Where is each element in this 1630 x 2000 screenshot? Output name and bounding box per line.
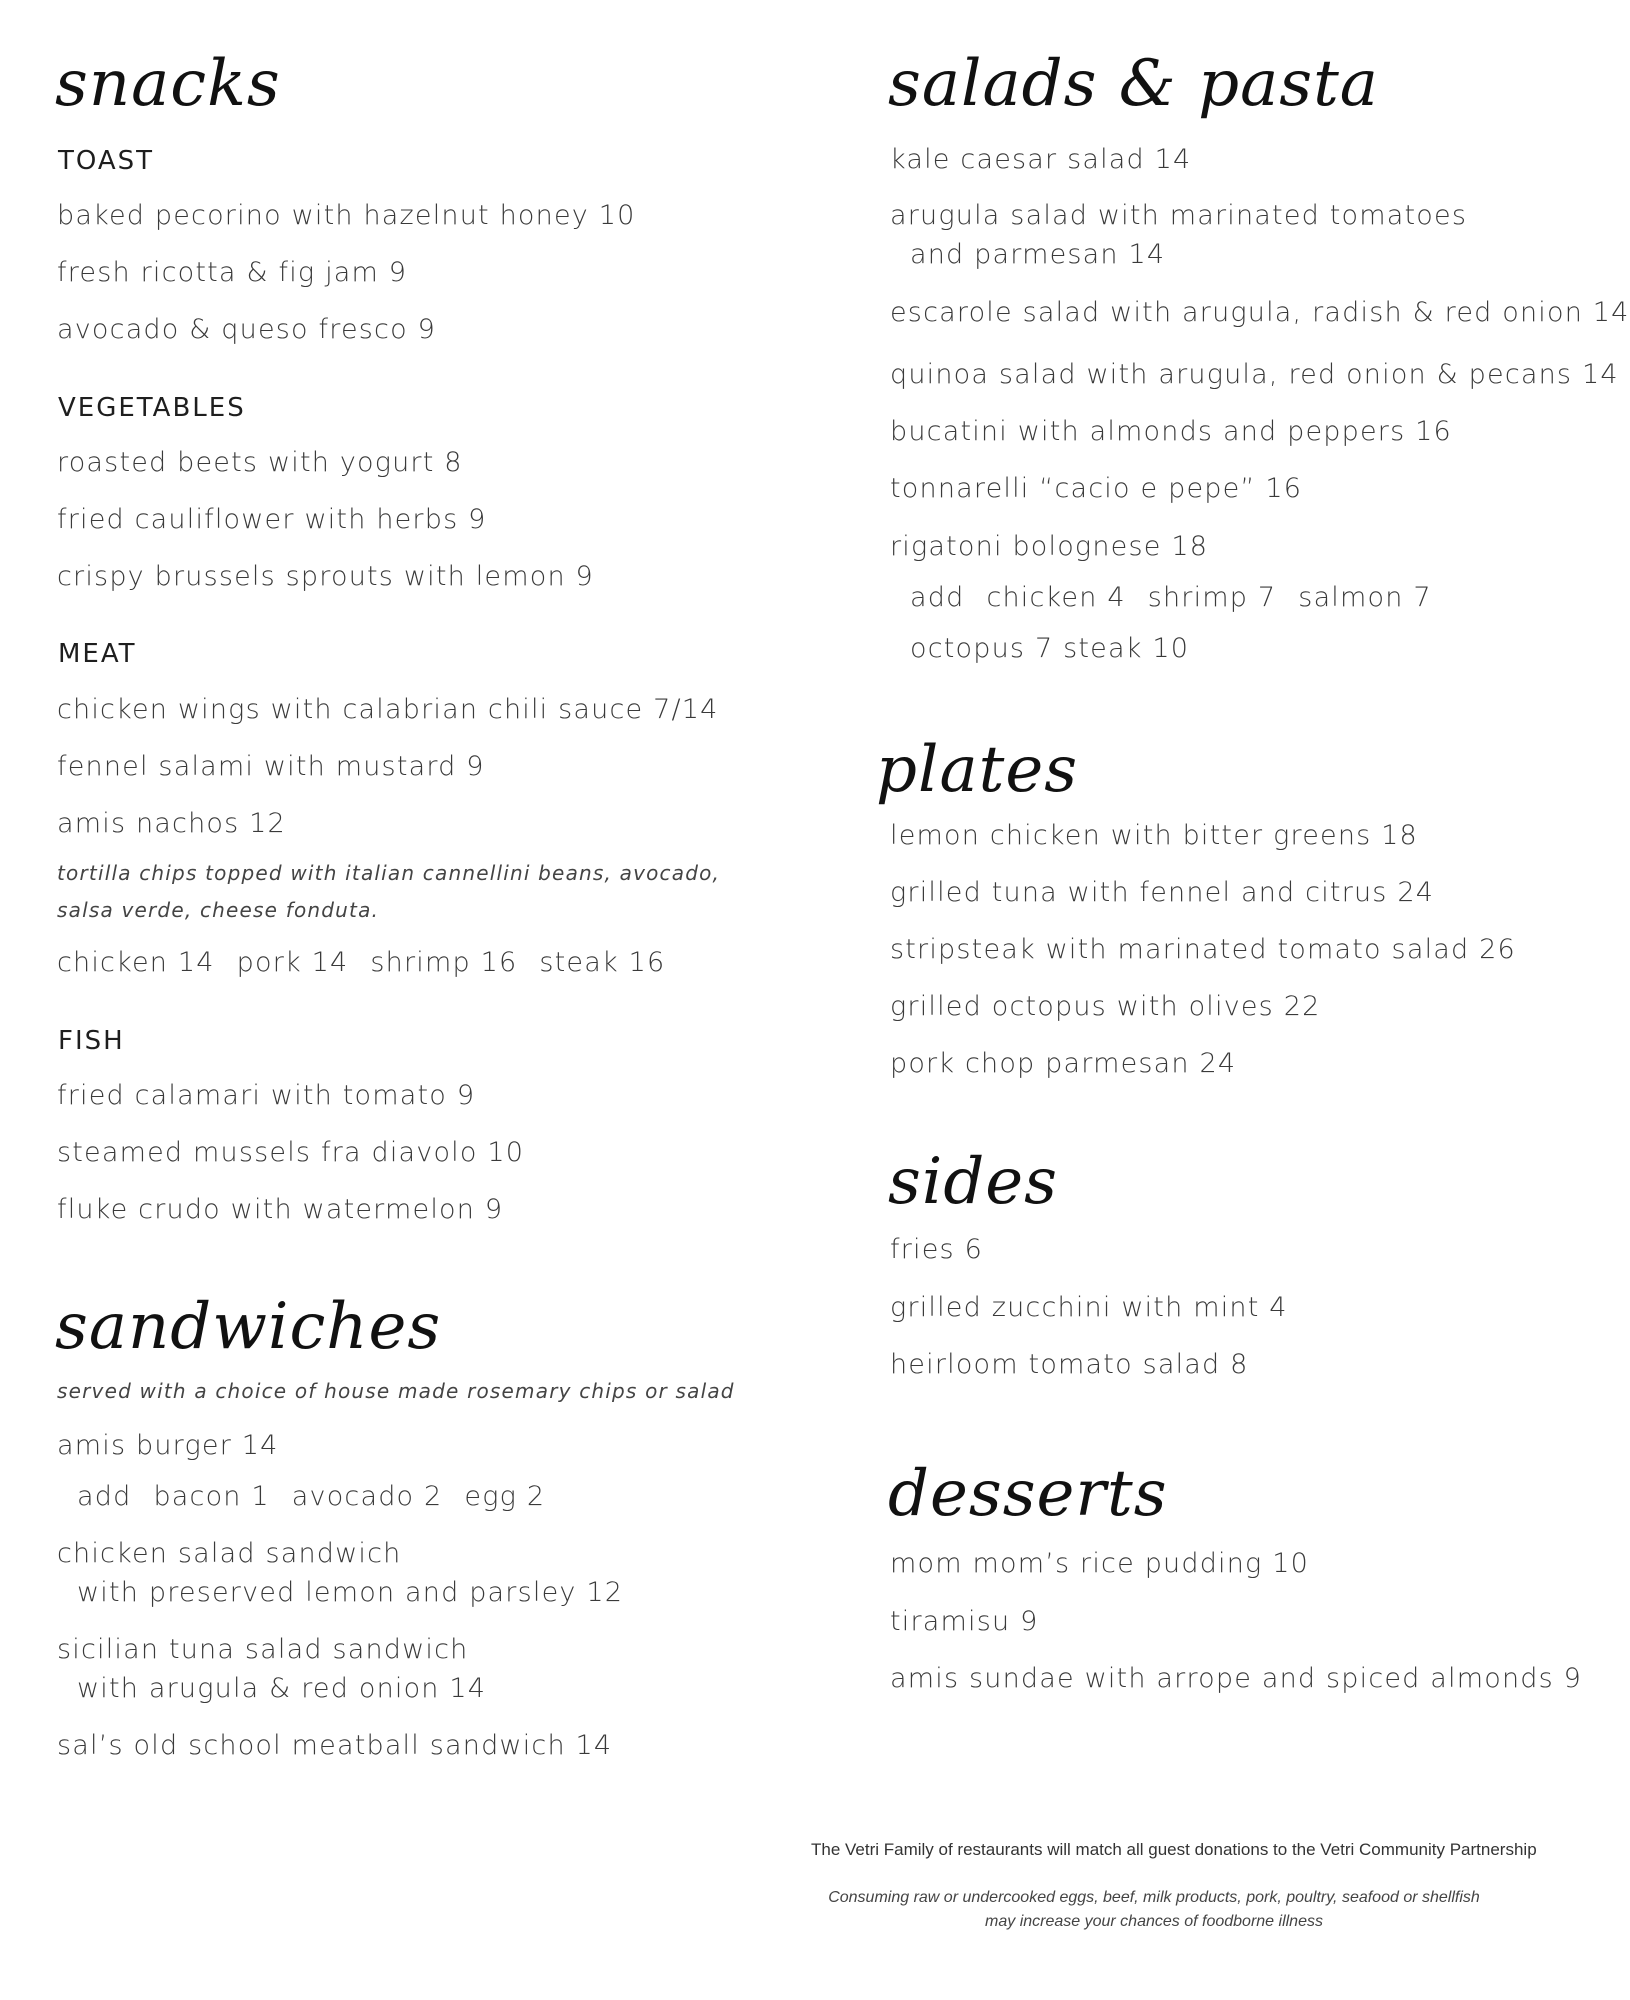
menu-item: heirloom tomato salad 8 bbox=[890, 1349, 1249, 1380]
addon: salmon 7 bbox=[1298, 582, 1432, 613]
addon-label: add bbox=[77, 1481, 132, 1512]
addon: egg 2 bbox=[464, 1481, 546, 1512]
menu-item-continued: and parmesan 14 bbox=[910, 239, 1166, 270]
menu-item: quinoa salad with arugula, red onion & pecans 14 bbox=[890, 359, 1619, 390]
addon-label: add bbox=[910, 582, 965, 613]
health-warning-line: may increase your chances of foodborne illness bbox=[985, 1913, 1323, 1930]
section-title-desserts: desserts bbox=[888, 1457, 1168, 1531]
menu-item: amis sundae with arrope and spiced almonds 9 bbox=[890, 1663, 1583, 1694]
menu-item-continued: with arugula & red onion 14 bbox=[77, 1673, 487, 1704]
menu-item: steamed mussels fra diavolo 10 bbox=[57, 1137, 525, 1168]
menu-item: fried cauliflower with herbs 9 bbox=[57, 504, 487, 535]
option: pork 14 bbox=[236, 947, 349, 978]
health-warning-line: Consuming raw or undercooked eggs, beef, milk products, pork, poultry, seafood or shellfish bbox=[828, 1889, 1480, 1906]
section-title-sides: sides bbox=[888, 1145, 1058, 1219]
option: shrimp 16 bbox=[370, 947, 518, 978]
addon: avocado 2 bbox=[291, 1481, 443, 1512]
menu-item: sal’s old school meatball sandwich 14 bbox=[57, 1730, 613, 1761]
menu-item: lemon chicken with bitter greens 18 bbox=[890, 820, 1418, 851]
menu-item: kale caesar salad 14 bbox=[890, 144, 1192, 175]
section-note: served with a choice of house made rosemary chips or salad bbox=[57, 1379, 735, 1403]
section-title-snacks: snacks bbox=[55, 47, 281, 121]
section-title-salads-pasta: salads & pasta bbox=[888, 47, 1379, 121]
menu-item: sicilian tuna salad sandwich bbox=[57, 1634, 469, 1665]
menu-item: chicken salad sandwich bbox=[57, 1538, 402, 1569]
menu-item: fries 6 bbox=[890, 1234, 983, 1265]
donation-note: The Vetri Family of restaurants will match all guest donations to the Vetri Community Partnership bbox=[811, 1840, 1537, 1859]
item-options bbox=[57, 947, 665, 979]
category-heading-meat: MEAT bbox=[58, 639, 137, 669]
health-warning bbox=[811, 1886, 1497, 1934]
item-description: tortilla chips topped with italian cannellini beans, avocado, bbox=[57, 861, 721, 885]
item-addons bbox=[910, 582, 1432, 614]
section-title-sandwiches: sandwiches bbox=[55, 1290, 442, 1364]
menu-item: stripsteak with marinated tomato salad 26 bbox=[890, 934, 1516, 965]
menu-item: pork chop parmesan 24 bbox=[890, 1048, 1237, 1079]
menu-item: grilled zucchini with mint 4 bbox=[890, 1292, 1288, 1323]
section-title-plates: plates bbox=[876, 733, 1079, 807]
menu-item: mom mom’s rice pudding 10 bbox=[890, 1548, 1309, 1579]
menu-item: fluke crudo with watermelon 9 bbox=[57, 1194, 504, 1225]
menu-item: amis burger 14 bbox=[57, 1430, 279, 1461]
menu-item: escarole salad with arugula, radish & red onion 14 bbox=[890, 297, 1630, 328]
option: steak 16 bbox=[539, 947, 666, 978]
menu-item: bucatini with almonds and peppers 16 bbox=[890, 416, 1452, 447]
addon: bacon 1 bbox=[153, 1481, 270, 1512]
menu-item: fennel salami with mustard 9 bbox=[57, 751, 485, 782]
menu-item: chicken wings with calabrian chili sauce 7/14 bbox=[57, 694, 719, 725]
menu-item: crispy brussels sprouts with lemon 9 bbox=[57, 561, 594, 592]
option: chicken 14 bbox=[57, 947, 215, 978]
menu-item: grilled octopus with olives 22 bbox=[890, 991, 1321, 1022]
menu-item: grilled tuna with fennel and citrus 24 bbox=[890, 877, 1435, 908]
menu-item-continued: with preserved lemon and parsley 12 bbox=[77, 1577, 624, 1608]
menu-item: amis nachos 12 bbox=[57, 808, 286, 839]
item-addons: octopus 7 steak 10 bbox=[910, 633, 1190, 664]
menu-item: baked pecorino with hazelnut honey 10 bbox=[57, 200, 636, 231]
addon: chicken 4 bbox=[986, 582, 1126, 613]
menu-item: fried calamari with tomato 9 bbox=[57, 1080, 476, 1111]
category-heading-toast: TOAST bbox=[58, 146, 155, 176]
menu-item: avocado & queso fresco 9 bbox=[57, 314, 436, 345]
menu-item: rigatoni bolognese 18 bbox=[890, 531, 1209, 562]
category-heading-vegetables: VEGETABLES bbox=[58, 393, 246, 423]
addon: shrimp 7 bbox=[1147, 582, 1277, 613]
menu-item: roasted beets with yogurt 8 bbox=[57, 447, 463, 478]
category-heading-fish: FISH bbox=[58, 1026, 125, 1056]
menu-item: tiramisu 9 bbox=[890, 1606, 1039, 1637]
item-addons bbox=[77, 1481, 545, 1513]
item-description: salsa verde, cheese fonduta. bbox=[57, 898, 380, 922]
menu-item: arugula salad with marinated tomatoes bbox=[890, 200, 1468, 231]
menu-item: tonnarelli “cacio e pepe” 16 bbox=[890, 473, 1303, 504]
menu-item: fresh ricotta & fig jam 9 bbox=[57, 257, 408, 288]
